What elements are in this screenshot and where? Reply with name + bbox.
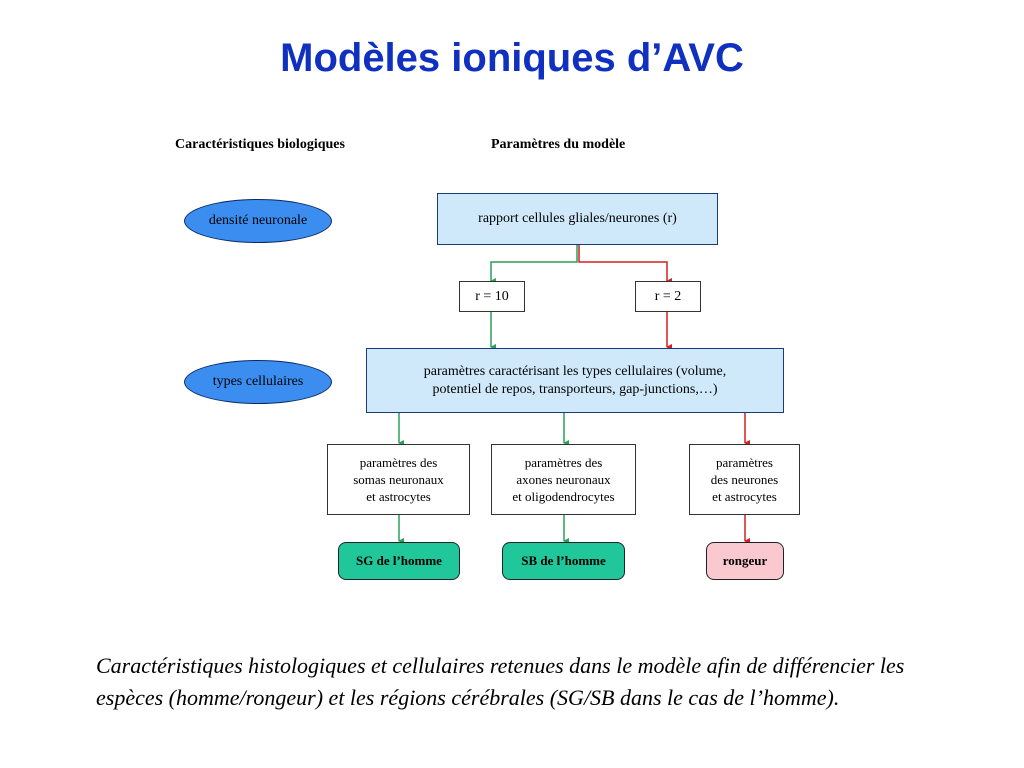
ellipse-cell-types: types cellulaires xyxy=(184,360,332,404)
line-ratio-to-r2 xyxy=(579,245,667,281)
header-biological: Caractéristiques biologiques xyxy=(175,137,345,152)
caption: Caractéristiques histologiques et cellulaires retenues dans le modèle afin de différencier les espèces (homme/rongeur) et les régions cérébrales (SG/SB dans le cas de l’homme). xyxy=(96,653,905,710)
box-cell-type-params: paramètres caractérisant les types cellulaires (volume, potentiel de repos, transporteurs, gap-junctions,…) xyxy=(366,348,784,413)
header-model-params: Paramètres du modèle xyxy=(491,137,626,152)
outcome-sg-human: SG de l’homme xyxy=(338,542,460,580)
box-glia-neuron-ratio: rapport cellules gliales/neurones (r) xyxy=(437,193,718,245)
ellipse-neuronal-density: densité neuronale xyxy=(184,199,332,243)
box-axon-params: paramètres des axones neuronaux et oligodendrocytes xyxy=(491,444,636,515)
outcome-rodent: rongeur xyxy=(706,542,784,580)
line-ratio-to-r10 xyxy=(491,245,577,281)
page-title: Modèles ioniques d’AVC xyxy=(280,36,744,80)
outcome-sb-human: SB de l’homme xyxy=(502,542,625,580)
box-r-equals-10: r = 10 xyxy=(459,281,525,312)
box-neuron-params: paramètres des neurones et astrocytes xyxy=(689,444,800,515)
box-r-equals-2: r = 2 xyxy=(635,281,701,312)
box-soma-params: paramètres des somas neuronaux et astrocytes xyxy=(327,444,470,515)
